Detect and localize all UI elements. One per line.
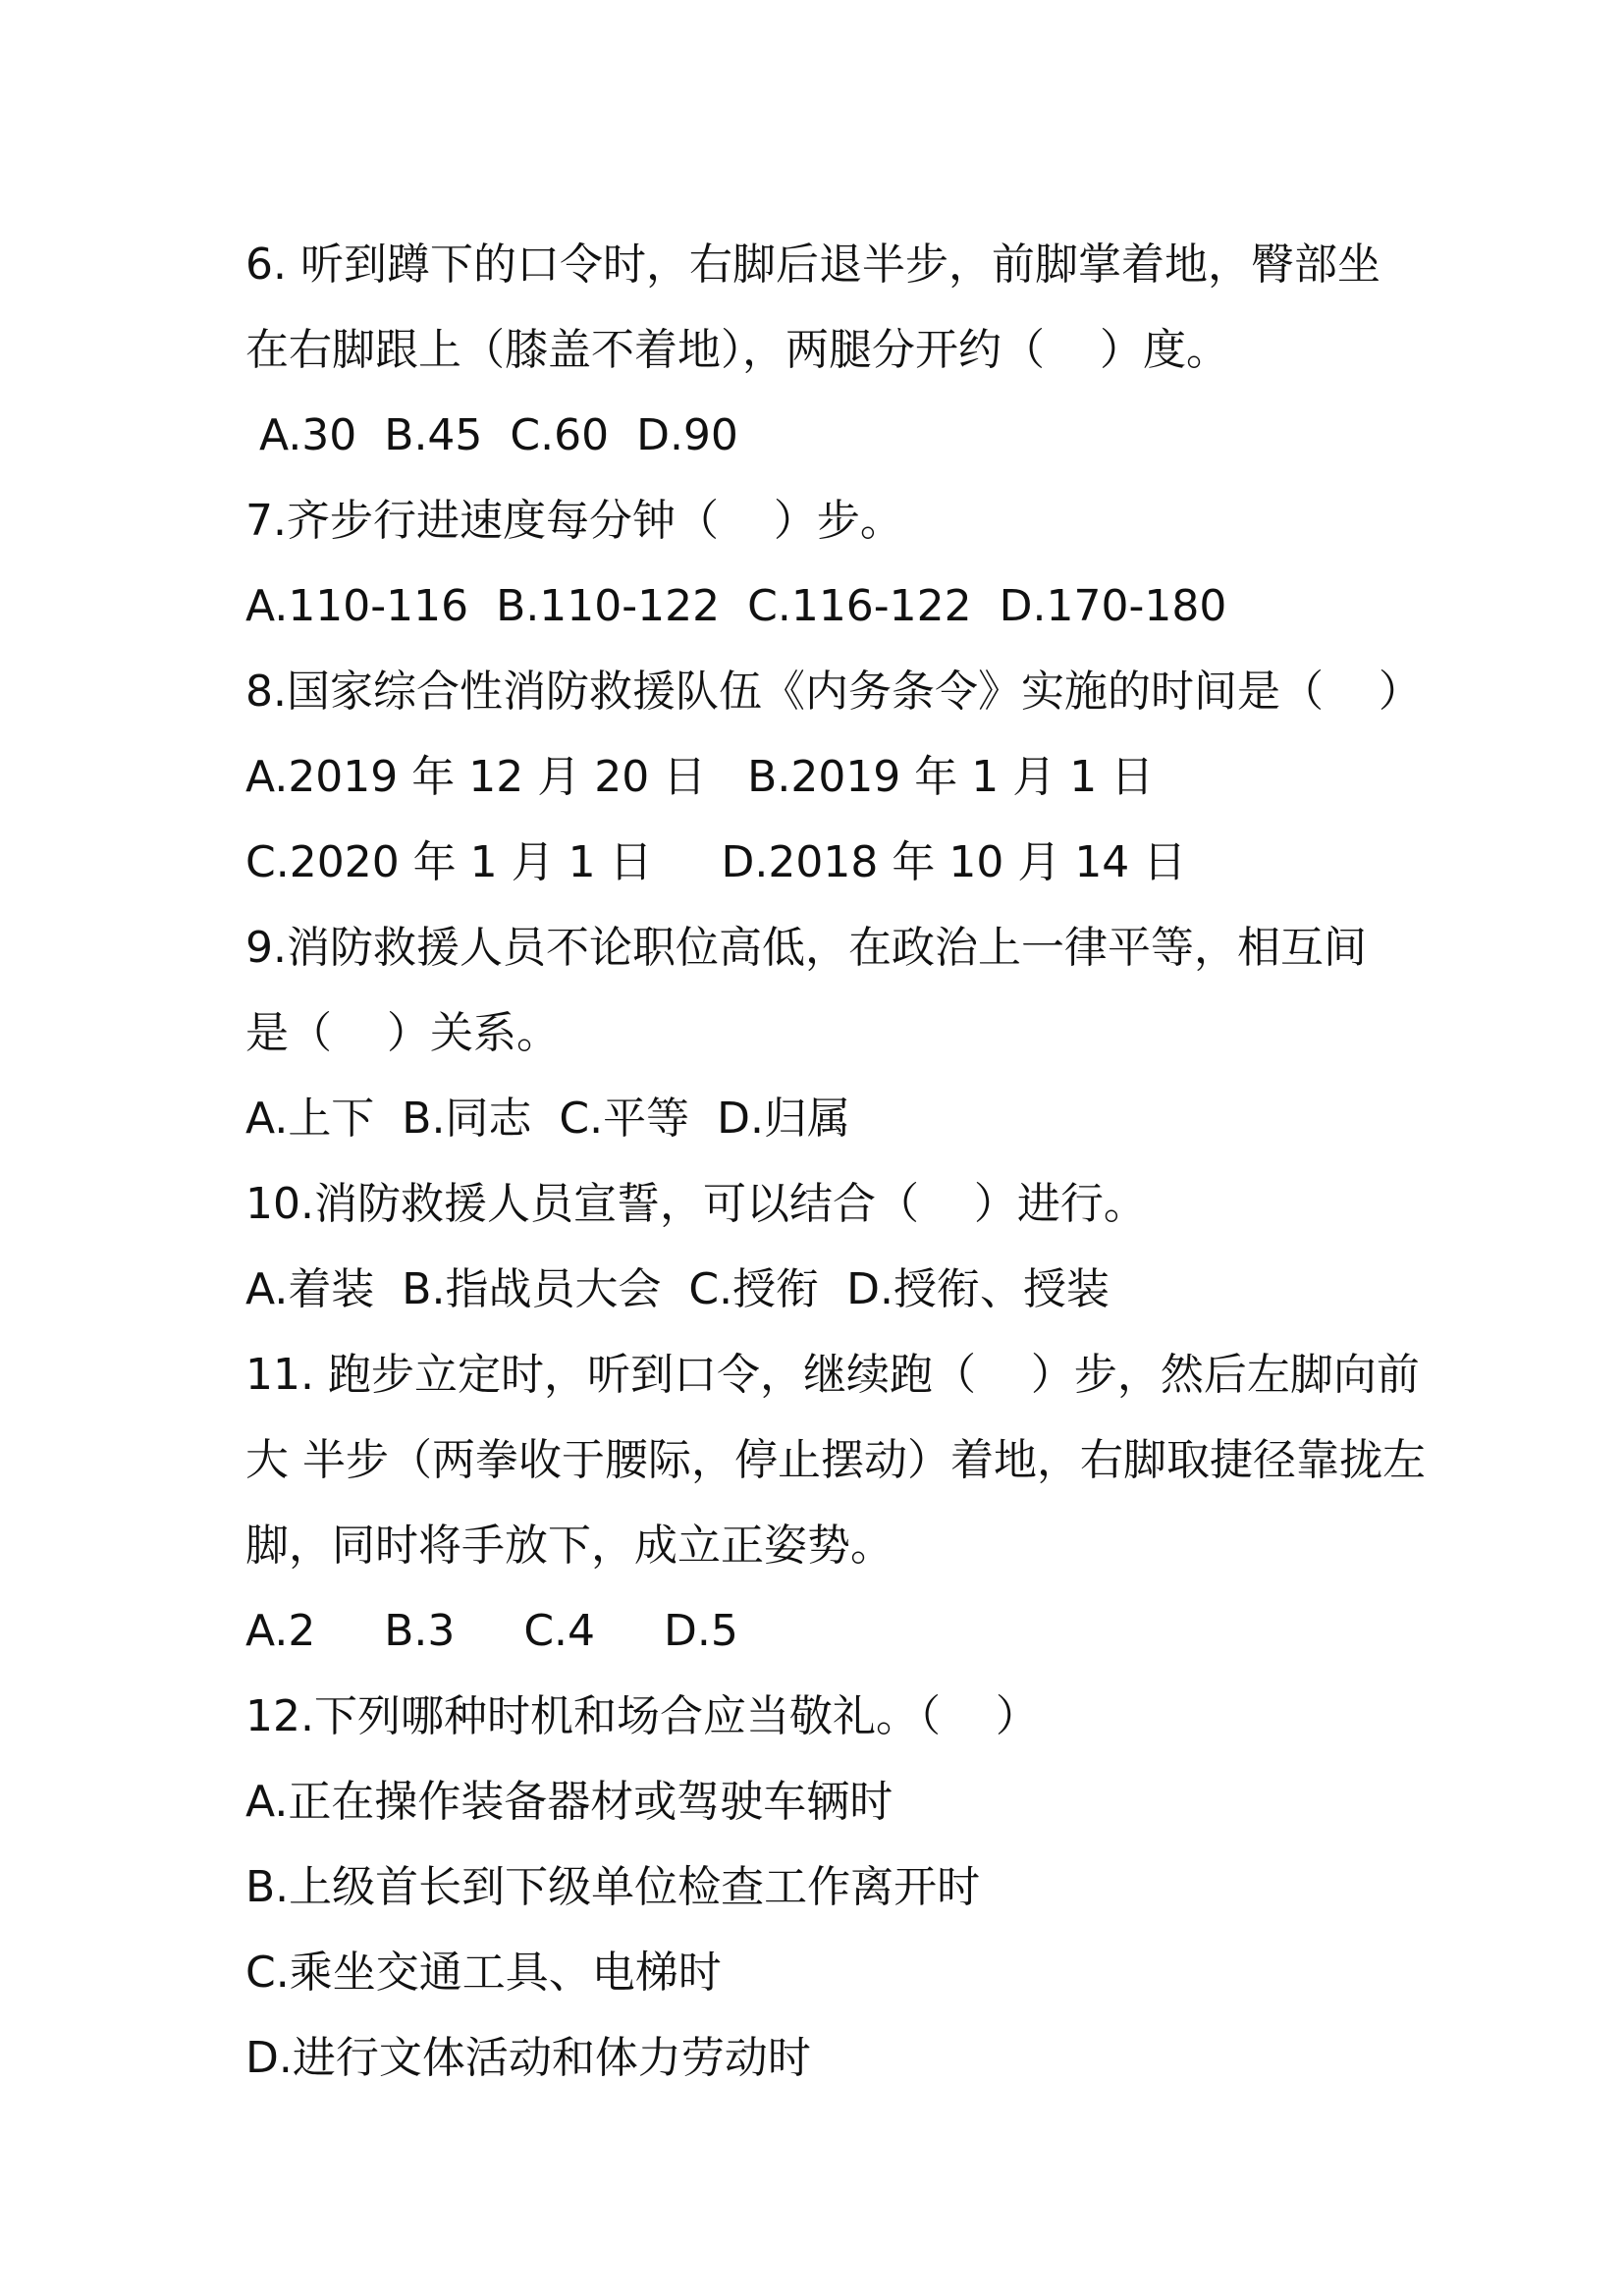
question-12-option-a: A.正在操作装备器材或驾驶车辆时 <box>245 1777 893 1827</box>
question-6-options: A.30 B.45 C.60 D.90 <box>245 410 738 460</box>
question-12-option-b: B.上级首长到下级单位检查工作离开时 <box>245 1862 981 1912</box>
question-6-line-1: 6. 听到蹲下的口令时，右脚后退半步，前脚掌着地，臀部坐 <box>245 240 1380 290</box>
question-10-options: A.着装 B.指战员大会 C.授衔 D.授衔、授装 <box>245 1264 1110 1314</box>
question-12-option-c: C.乘坐交通工具、电梯时 <box>245 1948 722 1998</box>
question-12: 12.下列哪种时机和场合应当敬礼。（ ） <box>245 1691 1039 1741</box>
question-9-line-2: 是（ ）关系。 <box>245 1008 560 1058</box>
question-8-options-ab: A.2019 年 12 月 20 日 B.2019 年 1 月 1 日 <box>245 752 1155 802</box>
question-11-line-3: 脚，同时将手放下，成立正姿势。 <box>245 1521 893 1571</box>
question-11-line-2: 大 半步（两拳收于腰际，停止摆动）着地，右脚取捷径靠拢左 <box>245 1435 1426 1485</box>
question-11-line-1: 11. 跑步立定时，听到口令，继续跑（ ）步，然后左脚向前 <box>245 1350 1420 1400</box>
question-8-options-cd: C.2020 年 1 月 1 日 D.2018 年 10 月 14 日 <box>245 837 1187 887</box>
question-9-line-1: 9.消防救援人员不论职位高低，在政治上一律平等，相互间 <box>245 923 1367 973</box>
question-7-options: A.110-116 B.110-122 C.116-122 D.170-180 <box>245 581 1227 631</box>
question-list <box>245 222 1426 2101</box>
question-10: 10.消防救援人员宣誓，可以结合（ ）进行。 <box>245 1179 1147 1229</box>
question-6-line-2: 在右脚跟上（膝盖不着地），两腿分开约（ ）度。 <box>245 325 1229 375</box>
question-8: 8.国家综合性消防救援队伍《内务条令》实施的时间是（ ） <box>245 667 1422 717</box>
question-12-option-d: D.进行文体活动和体力劳动时 <box>245 2033 811 2083</box>
question-11-options: A.2 B.3 C.4 D.5 <box>245 1606 738 1656</box>
question-7: 7.齐步行进速度每分钟（ ）步。 <box>245 496 903 546</box>
question-9-options: A.上下 B.同志 C.平等 D.归属 <box>245 1094 850 1144</box>
